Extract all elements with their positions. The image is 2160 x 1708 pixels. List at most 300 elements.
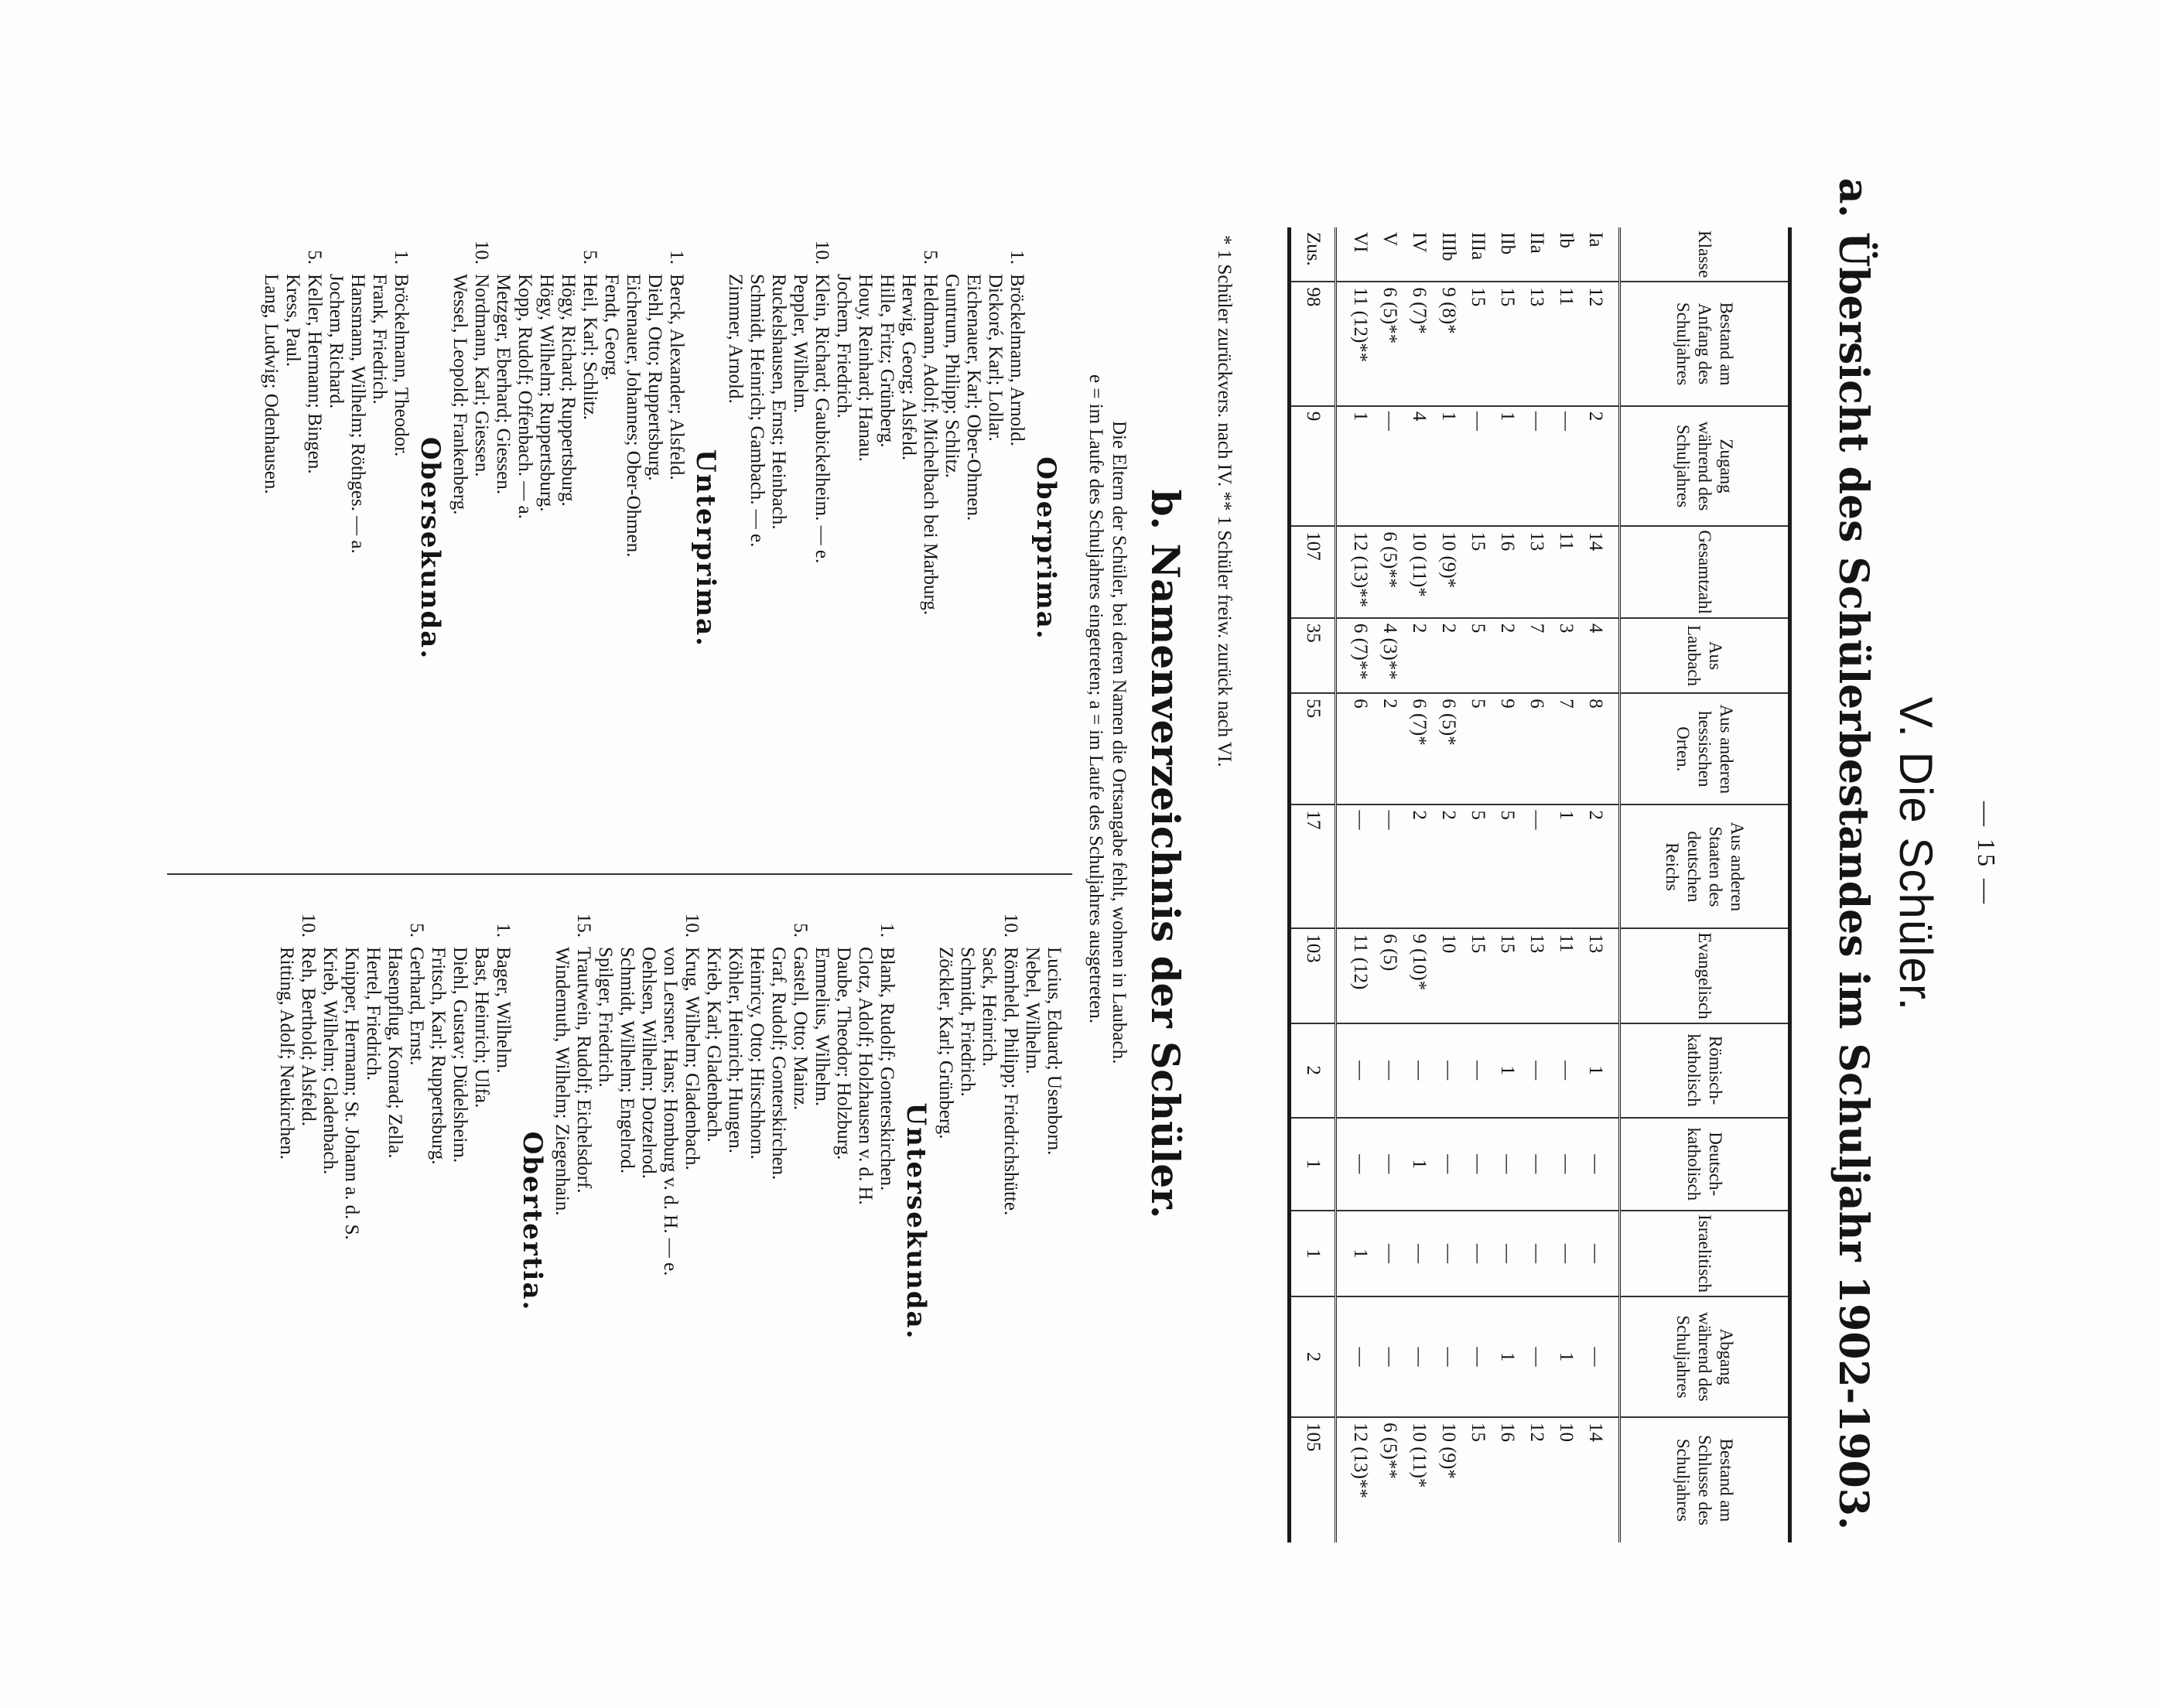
entry-number: 1. (666, 250, 687, 265)
student-entry (557, 227, 579, 869)
table-cell: 1 (1434, 406, 1463, 526)
student-entry (514, 227, 535, 869)
sum-cell: 2 (1290, 1023, 1336, 1118)
student-entry (362, 900, 384, 1542)
student-entry (644, 227, 665, 869)
student-name: Krug, Wilhelm; Gladenbach. (682, 947, 702, 1170)
student-name: Heldmann, Adolf; Michelbach bei Marburg. (920, 274, 941, 616)
student-entry (275, 900, 297, 1542)
header-cell: Bestand am Anfang des Schuljahres (1620, 282, 1790, 406)
table-cell: 2 (1404, 804, 1434, 928)
table-cell: 1 (1336, 1211, 1376, 1296)
student-name: Wessel, Leopold; Frankenberg. (449, 274, 470, 515)
student-entry (1000, 900, 1021, 1542)
student-name: Gerhard, Ernst. (406, 947, 427, 1066)
table-cell: — (1522, 1118, 1551, 1211)
table-cell: — (1581, 1211, 1620, 1296)
student-entry (746, 227, 767, 869)
table-cell: — (1581, 1296, 1620, 1417)
student-entry (260, 227, 282, 869)
table-cell: 4 (1404, 406, 1434, 526)
table-cell: — (1375, 804, 1404, 928)
student-name: Römheld, Philipp; Friedrichshütte. (1000, 947, 1021, 1216)
sum-cell: 17 (1290, 804, 1336, 928)
student-name: Zimmer, Arnold. (725, 274, 746, 404)
student-name: Krieb, Wilhelm; Gladenbach. (320, 947, 340, 1175)
table-cell: 15 (1492, 282, 1522, 406)
table-cell: 15 (1463, 282, 1492, 406)
table-cell: — (1522, 1023, 1551, 1118)
header-cell: Zugang während des Schuljahres (1620, 406, 1790, 526)
student-entry (724, 900, 746, 1542)
table-row (1375, 227, 1404, 1542)
student-name: Lucius, Eduard; Usenborn. (1044, 947, 1065, 1156)
student-name: Eichenauer, Karl; Ober-Ohmen. (963, 274, 984, 521)
student-name: Knipper, Hermann; St. Johann a. d. S. (341, 947, 362, 1240)
table-cell: — (1551, 1118, 1581, 1211)
student-entry (449, 227, 470, 869)
student-name: Bröckelmann, Theodor. (391, 274, 412, 457)
student-entry (811, 900, 832, 1542)
table-cell: 1 (1551, 804, 1581, 928)
table-cell: 2 (1492, 618, 1522, 693)
student-entry (665, 227, 687, 869)
student-entry (303, 227, 325, 869)
header-cell: Abgang während des Schuljahres (1620, 1296, 1790, 1417)
table-cell: 1 (1492, 406, 1522, 526)
class-cell: VI (1350, 232, 1371, 253)
student-entry (405, 900, 427, 1542)
student-entry (832, 227, 854, 869)
table-cell: 6 (7)* (1404, 693, 1434, 804)
student-name: Spilger, Friedrich. (595, 947, 616, 1088)
student-name: Kress, Paul. (282, 274, 303, 367)
student-entry (919, 227, 941, 869)
student-entry (962, 227, 984, 869)
table-cell: — (1463, 1211, 1492, 1296)
student-entry (941, 227, 962, 869)
student-entry (622, 227, 644, 869)
table-cell: — (1336, 804, 1376, 928)
table-cell: — (1434, 1296, 1463, 1417)
class-cell: Ia (1585, 232, 1606, 248)
table-cell: — (1551, 406, 1581, 526)
table-cell: 11 (1551, 526, 1581, 618)
class-group-title: Oberprima. (1030, 456, 1061, 640)
student-name: Windemuth, Wilhelm; Ziegenhain. (552, 947, 572, 1216)
table-cell: 2 (1581, 406, 1620, 526)
table-cell: — (1336, 1118, 1376, 1211)
entry-number: 10. (471, 240, 492, 265)
table-cell: 15 (1463, 928, 1492, 1023)
student-name: Houy, Reinhard; Hanau. (855, 274, 876, 462)
student-entry (789, 900, 811, 1542)
table-cell: — (1434, 1118, 1463, 1211)
table-cell: 16 (1492, 1417, 1522, 1542)
class-cell: IV (1409, 232, 1430, 253)
student-name: Hille, Fritz; Grünberg. (877, 274, 897, 448)
student-entry (340, 900, 362, 1542)
student-statistics-table (1287, 227, 1792, 1542)
student-entry (789, 227, 811, 869)
table-cell: 13 (1522, 282, 1551, 406)
table-cell: — (1522, 804, 1551, 928)
student-entry (854, 900, 876, 1542)
table-cell: 5 (1492, 804, 1522, 928)
student-name: Nordmann, Karl; Giessen. (471, 274, 492, 477)
table-cell: 1 (1336, 406, 1376, 526)
student-entry (492, 227, 514, 869)
header-cell: Israelitisch (1620, 1211, 1790, 1296)
class-group-title: Unterprima. (690, 449, 721, 648)
table-cell: — (1404, 1296, 1434, 1417)
table-cell: — (1434, 1211, 1463, 1296)
student-entry (368, 227, 390, 869)
student-name: Dickoré, Karl; Lollar. (985, 274, 1006, 442)
sum-cell: 2 (1290, 1296, 1336, 1417)
table-cell: 1 (1581, 1023, 1620, 1118)
student-entry (551, 900, 572, 1542)
table-cell: 2 (1404, 618, 1434, 693)
table-row (1404, 227, 1434, 1542)
sum-cell: 103 (1290, 928, 1336, 1023)
table-row (1551, 227, 1581, 1542)
table-cell: 1 (1492, 1296, 1522, 1417)
student-entry (579, 227, 600, 869)
student-entry (767, 900, 789, 1542)
student-entry (854, 227, 876, 869)
class-group-title: Obersekunda. (415, 436, 446, 661)
student-entry (572, 900, 594, 1542)
sum-cell: 55 (1290, 693, 1336, 804)
table-cell: 2 (1375, 693, 1404, 804)
table-cell: 1 (1404, 1118, 1434, 1211)
table-sum-row (1290, 227, 1336, 1542)
class-cell: IIb (1497, 232, 1518, 255)
entry-number: 1. (1007, 250, 1027, 265)
table-cell: 7 (1522, 618, 1551, 693)
table-cell: 12 (1522, 1417, 1551, 1542)
table-cell: 10 (1551, 1417, 1581, 1542)
table-row (1522, 227, 1551, 1542)
class-group-title: Untersekunda. (901, 1102, 931, 1341)
student-name: Schmidt, Wilhelm; Engelrod. (617, 947, 637, 1173)
student-name: Emmelius, Wilhelm. (812, 947, 832, 1107)
student-name: Krieb, Karl; Gladenbach. (703, 947, 724, 1143)
student-entry (978, 900, 1000, 1542)
student-name: Trautwein, Rudolf; Eichelsdorf. (573, 947, 594, 1194)
student-name: Kopp, Rudolf; Offenbach. — a. (514, 274, 535, 519)
intro-line-1: Die Eltern der Schüler, bei deren Namen die Ortsangabe fehlt, wohnen in Laubach. (1109, 421, 1130, 1064)
student-entry (297, 900, 319, 1542)
table-cell: 5 (1463, 804, 1492, 928)
table-cell: 1 (1551, 1296, 1581, 1417)
sum-cell: 1 (1290, 1118, 1336, 1211)
column-divider (167, 873, 1072, 875)
student-entry (876, 227, 897, 869)
table-cell: — (1375, 1118, 1404, 1211)
student-entry (390, 227, 412, 869)
table-cell: 10 (1434, 928, 1463, 1023)
table-cell: — (1551, 1023, 1581, 1118)
student-entry (616, 900, 637, 1542)
table-cell: — (1463, 1023, 1492, 1118)
table-cell: 10 (11)* (1404, 1417, 1434, 1542)
student-name: Diehl, Otto; Ruppertsburg. (644, 274, 665, 481)
student-entry (600, 227, 622, 869)
table-cell: 16 (1492, 526, 1522, 618)
entry-number: 10. (298, 913, 319, 938)
table-cell: 3 (1551, 618, 1581, 693)
table-cell: 10 (9)* (1434, 1417, 1463, 1542)
student-entry (811, 227, 832, 869)
student-entry (832, 900, 854, 1542)
student-entry (492, 900, 514, 1542)
table-footnote: * 1 Schüler zurückvers. nach IV. ** 1 Schüler freiw. zurück nach VI. (1214, 235, 1235, 767)
table-cell: 2 (1434, 804, 1463, 928)
student-name: Diehl, Gustav; Düdelsheim. (449, 947, 470, 1163)
page-number: — 15 — (1973, 801, 2001, 907)
entry-number: 5. (579, 250, 600, 265)
student-entry (535, 227, 557, 869)
table-cell: 11 (12) (1336, 928, 1376, 1023)
header-cell: Aus anderen Staaten des deutschen Reichs (1620, 804, 1790, 928)
student-name: Reh, Berthold; Alsfeld. (298, 947, 319, 1126)
student-name: Heinricy, Otto; Hirschhorn. (747, 947, 767, 1160)
table-cell: — (1522, 1296, 1551, 1417)
sum-cell: 107 (1290, 526, 1336, 618)
student-name: Clotz, Adolf; Holzhausen v. d. H. (855, 947, 876, 1205)
table-cell: — (1581, 1118, 1620, 1211)
table-cell: 12 (13)** (1336, 1417, 1376, 1542)
student-name: Bager, Wilhelm. (493, 947, 514, 1074)
student-name: Klein, Richard; Gaubickelheim. — e. (812, 274, 832, 564)
class-cell: Ib (1556, 232, 1577, 248)
student-name: Blank, Rudolf; Gonterskirchen. (877, 947, 897, 1191)
header-cell: Evangelisch (1620, 928, 1790, 1023)
entry-number: 5. (406, 923, 427, 938)
table-cell: 9 (8)* (1434, 282, 1463, 406)
student-entry (724, 227, 746, 869)
student-name: Oehlsen, Wilhelm; Dotzelrod. (638, 947, 659, 1179)
student-name: Fritsch, Karl; Ruppertsburg. (428, 947, 449, 1165)
entry-number: 1. (877, 923, 897, 938)
sum-cell: Zus. (1290, 227, 1336, 282)
header-cell: Bestand am Schlusse des Schuljahres (1620, 1417, 1790, 1542)
table-cell: — (1463, 1296, 1492, 1417)
student-name: Bröckelmann, Arnold. (1007, 274, 1027, 446)
student-name: Jochem, Richard. (326, 274, 347, 409)
table-cell: 15 (1492, 928, 1522, 1023)
table-cell: 5 (1463, 618, 1492, 693)
entry-number: 10. (682, 913, 702, 938)
table-cell: 11 (12)** (1336, 282, 1376, 406)
table-cell: — (1375, 1023, 1404, 1118)
table-row (1463, 227, 1492, 1542)
header-cell: Aus Laubach (1620, 618, 1790, 693)
section-title: V. Die Schüler. (1890, 696, 1942, 1012)
student-entry (897, 227, 919, 869)
table-cell: — (1492, 1211, 1522, 1296)
student-entry (984, 227, 1006, 869)
table-cell: 2 (1434, 618, 1463, 693)
table-cell: 10 (9)* (1434, 526, 1463, 618)
sum-cell: 105 (1290, 1417, 1336, 1542)
table-cell: 7 (1551, 693, 1581, 804)
class-cell: IIIa (1468, 232, 1488, 261)
table-cell: 11 (1551, 928, 1581, 1023)
header-cell: Klasse (1620, 227, 1790, 282)
table-cell: 6 (7)** (1336, 618, 1376, 693)
student-entry (1006, 227, 1027, 869)
sum-cell: 1 (1290, 1211, 1336, 1296)
intro-text (1084, 374, 1130, 1457)
entry-number: 5. (304, 250, 325, 265)
table-cell: 2 (1581, 804, 1620, 928)
table-cell: — (1336, 1023, 1376, 1118)
intro-line-2: e = im Laufe des Schuljahres eingetreten; a = im Laufe des Schuljahres ausgetreten. (1085, 374, 1106, 1024)
student-entry (876, 900, 897, 1542)
table-cell: — (1463, 1118, 1492, 1211)
table-cell: 14 (1581, 1417, 1620, 1542)
entry-number: 10. (812, 240, 832, 265)
class-group-title: Obertertia. (517, 1131, 548, 1312)
table-cell: 5 (1463, 693, 1492, 804)
student-entry (659, 900, 681, 1542)
student-name: Eichenauer, Johannes; Ober-Ohmen. (623, 274, 644, 558)
entry-number: 1. (493, 923, 514, 938)
table-cell: 9 (10)* (1404, 928, 1434, 1023)
table-cell: 13 (1522, 526, 1551, 618)
table-cell: — (1336, 1296, 1376, 1417)
table-cell: 13 (1522, 928, 1551, 1023)
student-entry (470, 900, 492, 1542)
student-entry (594, 900, 616, 1542)
student-entry (1021, 900, 1043, 1542)
table-cell: 12 (1581, 282, 1620, 406)
student-name: Peppler, Wilhelm. (790, 274, 811, 414)
table-cell: — (1375, 1211, 1404, 1296)
table-row (1581, 227, 1620, 1542)
table-cell: 6 (7)* (1404, 282, 1434, 406)
student-name: Jochem, Friedrich. (833, 274, 854, 418)
header-cell: Aus anderen hessischen Orten. (1620, 693, 1790, 804)
table-cell: 8 (1581, 693, 1620, 804)
table-cell: 15 (1463, 526, 1492, 618)
student-name: Guntrum, Philipp; Schlitz. (942, 274, 962, 478)
student-name: Hansmann, Wilhelm; Röthges. — a. (347, 274, 368, 554)
table-cell: 9 (1492, 693, 1522, 804)
table-cell: 6 (5)** (1375, 526, 1404, 618)
document-page (144, 119, 2016, 1589)
student-name: Högy, Wilhelm; Ruppertsburg. (536, 274, 557, 512)
student-entry (681, 900, 702, 1542)
table-cell: 15 (1463, 1417, 1492, 1542)
table-cell: — (1375, 406, 1404, 526)
table-cell: 11 (1551, 282, 1581, 406)
student-entry (319, 900, 340, 1542)
student-name: Hasenpflug, Konrad; Zella. (384, 947, 405, 1159)
table-cell: — (1434, 1023, 1463, 1118)
table-cell: 4 (3)** (1375, 618, 1404, 693)
student-entry (746, 900, 767, 1542)
student-entry (325, 227, 347, 869)
header-cell: Deutsch-katholisch (1620, 1118, 1790, 1211)
table-cell: — (1492, 1118, 1522, 1211)
header-cell: Römisch-katholisch (1620, 1023, 1790, 1118)
header-cell: Gesamtzahl (1620, 526, 1790, 618)
class-cell: IIa (1526, 232, 1547, 254)
student-name: von Lersner, Hans; Homburg v. d. H. — e. (660, 947, 681, 1276)
student-entry (1043, 900, 1065, 1542)
table-header-row (1620, 227, 1790, 1542)
table-row (1336, 227, 1376, 1542)
student-name: Bast, Heinrich; Ulfa. (471, 947, 492, 1108)
table-cell: — (1522, 1211, 1551, 1296)
student-entry (702, 900, 724, 1542)
table-cell: — (1375, 1296, 1404, 1417)
student-name: Hertel, Friedrich. (363, 947, 384, 1081)
student-name: Keller, Hermann; Bingen. (304, 274, 325, 474)
student-name: Daube, Theodor; Holzburg. (833, 947, 854, 1160)
student-name: Graf, Rudolf; Gonterskirchen. (768, 947, 789, 1180)
table-cell: 1 (1492, 1023, 1522, 1118)
student-entry (637, 900, 659, 1542)
entry-number: 5. (790, 923, 811, 938)
student-name: Lang, Ludwig; Odenhausen. (261, 274, 282, 494)
student-entry (470, 227, 492, 869)
table-cell: — (1463, 406, 1492, 526)
table-cell: 6 (5)* (1434, 693, 1463, 804)
class-cell: IIIb (1438, 232, 1459, 261)
name-list-right-column (275, 900, 1065, 1542)
student-name: Nebel, Wilhelm. (1022, 947, 1043, 1074)
student-name: Ritting, Adolf; Neukirchen. (276, 947, 297, 1160)
student-name: Metzger, Eberhard; Giessen. (493, 274, 514, 494)
table-cell: 14 (1581, 526, 1620, 618)
student-name: Gastell, Otto; Mainz. (790, 947, 811, 1111)
table-cell: 12 (13)** (1336, 526, 1376, 618)
student-entry (427, 900, 449, 1542)
entry-number: 5. (920, 250, 941, 265)
sum-cell: 35 (1290, 618, 1336, 693)
student-name: Heil, Karl; Schlitz. (579, 274, 600, 420)
student-name: Herwig, Georg; Alsfeld. (898, 274, 919, 461)
table-row (1434, 227, 1463, 1542)
table-cell: — (1551, 1211, 1581, 1296)
student-name: Schmidt, Friedrich. (957, 947, 978, 1097)
student-name: Zöckler, Karl; Grünberg. (935, 947, 956, 1139)
student-entry (956, 900, 978, 1542)
student-entry (282, 227, 303, 869)
student-entry (347, 227, 368, 869)
table-cell: — (1522, 406, 1551, 526)
entry-number: 15. (573, 913, 594, 938)
table-cell: — (1404, 1023, 1434, 1118)
part-a-title: a. Übersicht des Schülerbestandes im Schuljahr 1902-1903. (1830, 177, 1877, 1531)
student-name: Frank, Friedrich. (369, 274, 390, 405)
table-cell: 6 (1522, 693, 1551, 804)
student-name: Ruckelshausen, Ernst; Heinbach. (768, 274, 789, 530)
student-name: Köhler, Heinrich; Hungen. (725, 947, 746, 1153)
table-cell: 4 (1581, 618, 1620, 693)
student-entry (449, 900, 470, 1542)
entry-number: 1. (391, 250, 412, 265)
table-cell: 6 (5)** (1375, 1417, 1404, 1542)
table-cell: 6 (1336, 693, 1376, 804)
table-cell: — (1404, 1211, 1434, 1296)
student-name: Högy, Richard; Ruppertsburg. (558, 274, 579, 507)
